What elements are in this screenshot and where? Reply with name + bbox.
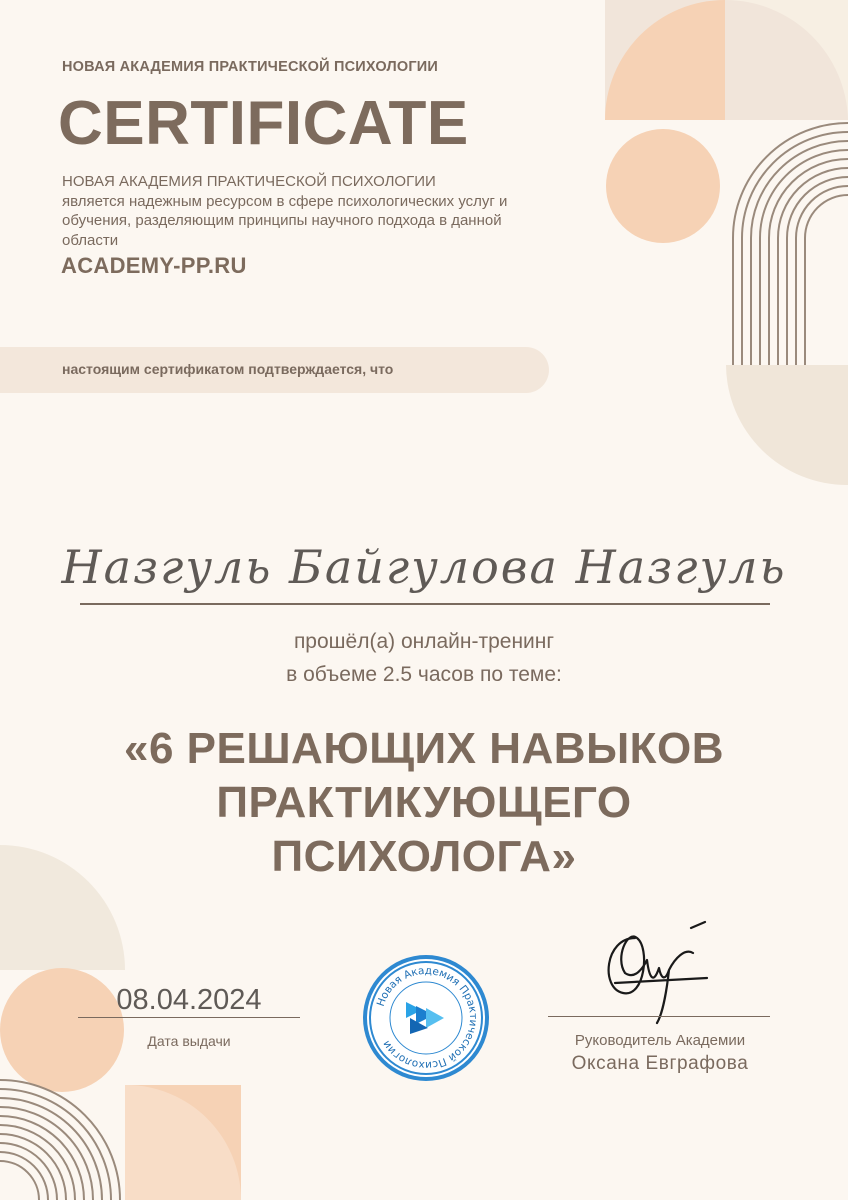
course-title xyxy=(0,722,848,884)
deco-beige-quarter-right xyxy=(726,365,848,485)
deco-peach-circle xyxy=(606,129,720,243)
deco-arch-lines-bottom xyxy=(0,1080,120,1200)
description-org-name: НОВАЯ АКАДЕМИЯ ПРАКТИЧЕСКОЙ ПСИХОЛОГИИ xyxy=(62,173,436,190)
training-description-line2: в объеме 2.5 часов по теме: xyxy=(286,663,562,686)
course-title-line2: ПРАКТИКУЮЩЕГО xyxy=(216,778,632,827)
academy-seal xyxy=(360,952,492,1084)
certificate-title: CERTIFICATE xyxy=(58,89,469,158)
issue-date-label: Дата выдачи xyxy=(147,1033,231,1049)
website-link: ACADEMY-PP.RU xyxy=(61,253,247,278)
issue-date: 08.04.2024 xyxy=(116,984,262,1016)
recipient-underline xyxy=(80,603,770,605)
director-signature xyxy=(595,918,735,1028)
organization-description xyxy=(62,172,532,250)
director-name: Оксана Евграфова xyxy=(571,1053,749,1074)
issue-date-line xyxy=(78,1017,300,1018)
confirmation-text: настоящим сертификатом подтверждается, что xyxy=(62,361,394,377)
training-description-line1: прошёл(а) онлайн-тренинг xyxy=(293,630,555,653)
deco-arch-lines xyxy=(733,123,848,365)
director-role: Руководитель Академии xyxy=(574,1032,746,1049)
signature-line xyxy=(548,1016,770,1017)
course-title-line1: «6 РЕШАЮЩИХ НАВЫКОВ xyxy=(123,724,725,773)
organization-name: НОВАЯ АКАДЕМИЯ ПРАКТИЧЕСКОЙ ПСИХОЛОГИИ xyxy=(62,59,439,75)
course-title-line3: ПСИХОЛОГА» xyxy=(271,832,577,881)
description-text: является надежным ресурсом в сфере психологических услуг и обучения, разделяющим принципы научного подхода в данной области xyxy=(62,192,508,249)
recipient-name: Назгуль Байгулова Назгуль xyxy=(61,540,787,594)
seal-text: Новая Академия Практической Психологии xyxy=(374,964,480,1072)
